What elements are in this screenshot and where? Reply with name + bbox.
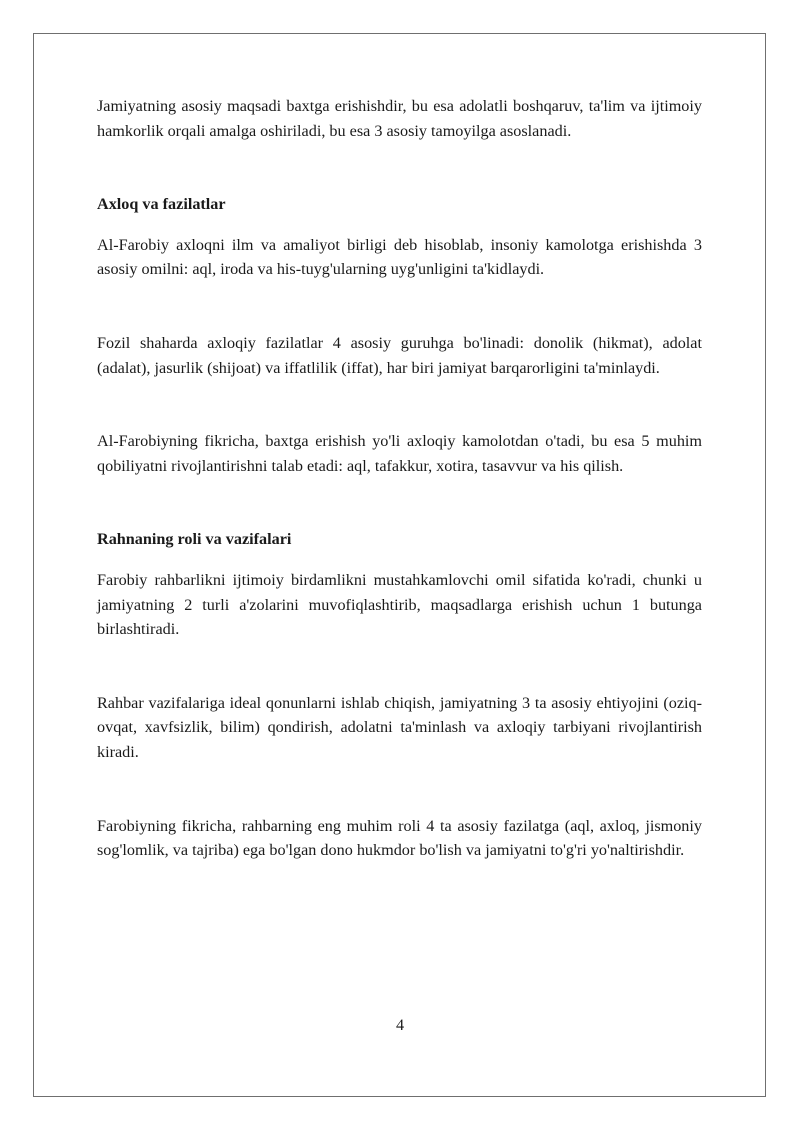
paragraph-leadership-unity: Farobiy rahbarlikni ijtimoiy birdamlikni mustahkamlovchi omil sifatida ko'radi, chunki u jamiyatning 2 turli a'zolarini muvofiqlashtirib, maqsadlarga erishish uchun 1 butunga birlashtiradi. [97,570,702,639]
paragraph-happiness-path: Al-Farobiyning fikricha, baxtga erishish yo'li axloqiy kamolotdan o'tadi, bu esa 5 muhim qobiliyatni rivojlantirishni talab etadi: aql, tafakkur, xotira, tasavvur va his qilish. [97,432,702,475]
heading-leader-role: Rahnaning roli va vazifalari [97,530,292,549]
page-content [97,94,702,863]
page-number: 4 [395,1016,405,1034]
paragraph-leader-duties: Rahbar vazifalariga ideal qonunlarni ishlab chiqish, jamiyatning 3 ta asosiy ehtiyojini (oziq-ovqat, xavfsizlik, bilim) qondirish, adolatni ta'minlash va axloqiy tarbiyani rivojlantirish kiradi. [97,693,702,761]
heading-ethics: Axloq va fazilatlar [97,195,226,214]
paragraph-society-goal: Jamiyatning asosiy maqsadi baxtga erishishdir, bu esa adolatli boshqaruv, ta'lim va ijtimoiy hamkorlik orqali amalga oshiriladi, bu esa 3 asosiy tamoyilga asoslanadi. [97,97,702,140]
paragraph-ethics-factors: Al-Farobiy axloqni ilm va amaliyot birligi deb hisoblab, insoniy kamolotga erishishda 3 asosiy omilni: aql, iroda va his-tuyg'ularning uyg'unligini ta'kidlaydi. [97,235,702,279]
paragraph-virtues: Fozil shaharda axloqiy fazilatlar 4 asosiy guruhga bo'linadi: donolik (hikmat), adolat (adalat), jasurlik (shijoat) va iffatlilik (iffat), har biri jamiyat barqarorligini ta'minlaydi. [97,333,702,377]
paragraph-leader-virtues: Farobiyning fikricha, rahbarning eng muhim roli 4 ta asosiy fazilatga (aql, axloq, jismoniy sog'lomlik, va tajriba) ega bo'lgan dono hukmdor bo'lish va jamiyatni to'g'ri yo'naltirishdir. [97,816,702,860]
